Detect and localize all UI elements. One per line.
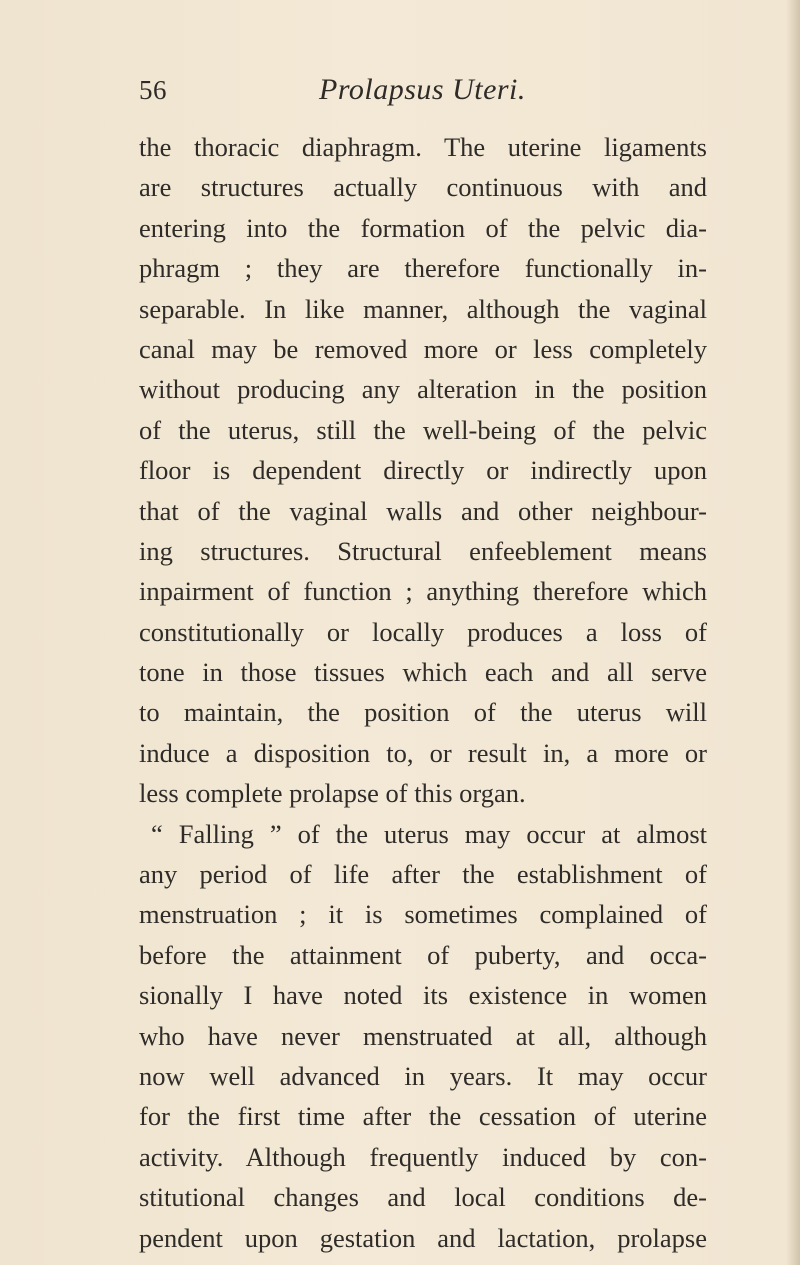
text-line: now well advanced in years. It may occur [139, 1060, 707, 1091]
text-line: menstruation ; it is sometimes complained of [139, 899, 707, 930]
running-title: Prolapsus Uteri. [319, 73, 526, 106]
page-edge-shadow [786, 0, 800, 1265]
text-line: that of the vaginal walls and other neighbour- [139, 495, 707, 526]
text-line: phragm ; they are therefore functionally in- [139, 253, 707, 284]
text-line: activity. Although frequently induced by con- [139, 1141, 707, 1172]
text-line: constitutionally or locally produces a loss of [139, 616, 707, 647]
text-line: “ Falling ” of the uterus may occur at almost [151, 818, 707, 849]
text-line: inpairment of function ; anything therefore which [139, 576, 707, 607]
body-text [139, 127, 707, 1258]
text-line: without producing any alteration in the position [139, 374, 707, 405]
page-header [139, 70, 699, 114]
text-line: any period of life after the establishment of [139, 859, 707, 890]
text-line: floor is dependent directly or indirectly upon [139, 455, 707, 486]
text-line: tone in those tissues which each and all serve [139, 657, 707, 688]
text-line: induce a disposition to, or result in, a more or [139, 737, 707, 768]
text-line: of the uterus, still the well-being of the pelvic [139, 414, 707, 445]
text-line: the thoracic diaphragm. The uterine ligaments [139, 132, 707, 162]
page-number: 56 [139, 75, 167, 105]
text-line: are structures actually continuous with and [139, 172, 707, 203]
text-line: canal may be removed more or less completely [139, 333, 707, 364]
text-line: less complete prolapse of this organ. [139, 778, 526, 809]
text-line: sionally I have noted its existence in women [139, 980, 707, 1011]
text-line: for the first time after the cessation of uterine [139, 1101, 707, 1132]
text-line: entering into the formation of the pelvic dia- [139, 212, 707, 243]
text-line: stitutional changes and local conditions de- [139, 1182, 707, 1213]
text-line: to maintain, the position of the uterus will [139, 697, 707, 728]
text-line: who have never menstruated at all, although [139, 1020, 707, 1051]
text-line: ing structures. Structural enfeeblement means [139, 535, 707, 566]
text-line: before the attainment of puberty, and occa- [139, 939, 707, 970]
text-line: pendent upon gestation and lactation, prolapse [139, 1222, 707, 1253]
text-line: separable. In like manner, although the vaginal [139, 293, 707, 324]
